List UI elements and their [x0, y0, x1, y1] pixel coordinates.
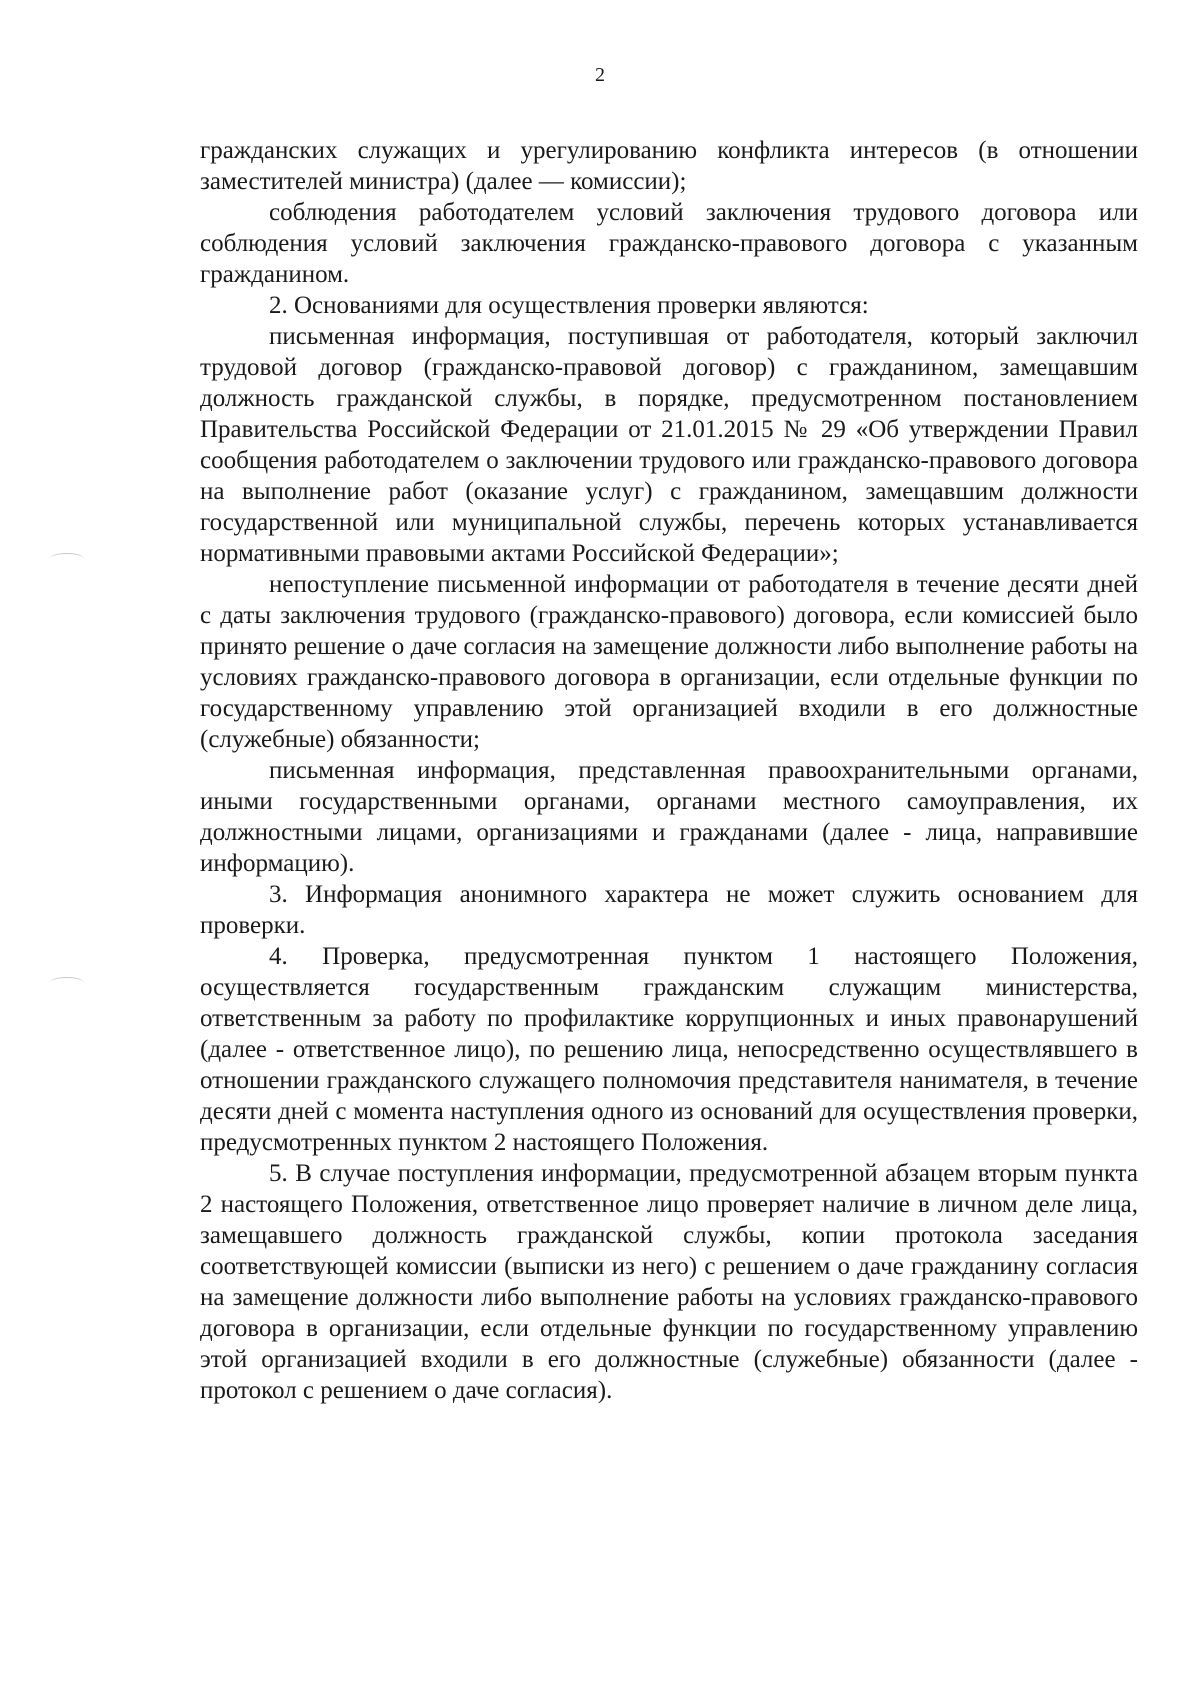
paragraph: соблюдения работодателем условий заключения трудового договора или соблюдения условий заключения гражданско-правового договора с указанным гражданином.	[200, 199, 1138, 288]
paragraph: письменная информация, представленная правоохранительными органами, иными государственными органами, органами местного самоуправления, их должностными лицами, организациями и гражданами (далее - лица, направившие информацию).	[200, 757, 1138, 877]
paragraph: 3. Информация анонимного характера не может служить основанием для проверки.	[200, 881, 1138, 939]
paragraph: письменная информация, поступившая от работодателя, который заключил трудовой договор (гражданско-правовой договор) с гражданином, замещавшим должность гражданской службы, в порядке, предусмотренном постановлением Правительства Российской Федерации от 21.01.2015 № 29 «Об утверждении Правил сообщения работодателем о заключении трудового или гражданско-правового договора на выполнение работ (оказание услуг) с гражданином, замещавшим должности государственной или муниципальной службы, перечень которых устанавливается нормативными правовыми актами Российской Федерации»;	[200, 323, 1138, 567]
paragraph: гражданских служащих и урегулированию конфликта интересов (в отношении заместителей министра) (далее — комиссии);	[200, 137, 1138, 195]
scan-artifact-mark	[50, 553, 84, 564]
document-body	[200, 135, 1138, 1406]
page-number: 2	[595, 64, 605, 86]
paragraph: 2. Основаниями для осуществления проверки являются:	[269, 292, 869, 319]
paragraph: 5. В случае поступления информации, предусмотренной абзацем вторым пункта 2 настоящего Положения, ответственное лицо проверяет наличие в личном деле лица, замещавшего должность гражданской службы, копии протокола заседания соответствующей комиссии (выписки из него) с решением о даче гражданину согласия на замещение должности либо выполнение работы на условиях гражданско-правового договора в организации, если отдельные функции по государственному управлению этой организацией входили в его должностные (служебные) обязанности (далее - протокол с решением о даче согласия).	[200, 1160, 1138, 1404]
paragraph: 4. Проверка, предусмотренная пунктом 1 настоящего Положения, осуществляется государственным гражданским служащим министерства, ответственным за работу по профилактике коррупционных и иных правонарушений (далее - ответственное лицо), по решению лица, непосредственно осуществлявшего в отношении гражданского служащего полномочия представителя нанимателя, в течение десяти дней с момента наступления одного из оснований для осуществления проверки, предусмотренных пунктом 2 настоящего Положения.	[200, 943, 1138, 1156]
scan-artifact-mark	[50, 977, 84, 988]
paragraph: непоступление письменной информации от работодателя в течение десяти дней с даты заключения трудового (гражданско-правового) договора, если комиссией было принято решение о даче согласия на замещение должности либо выполнение работы на условиях гражданско-правового договора в организации, если отдельные функции по государственному управлению этой организацией входили в его должностные (служебные) обязанности;	[200, 571, 1138, 753]
